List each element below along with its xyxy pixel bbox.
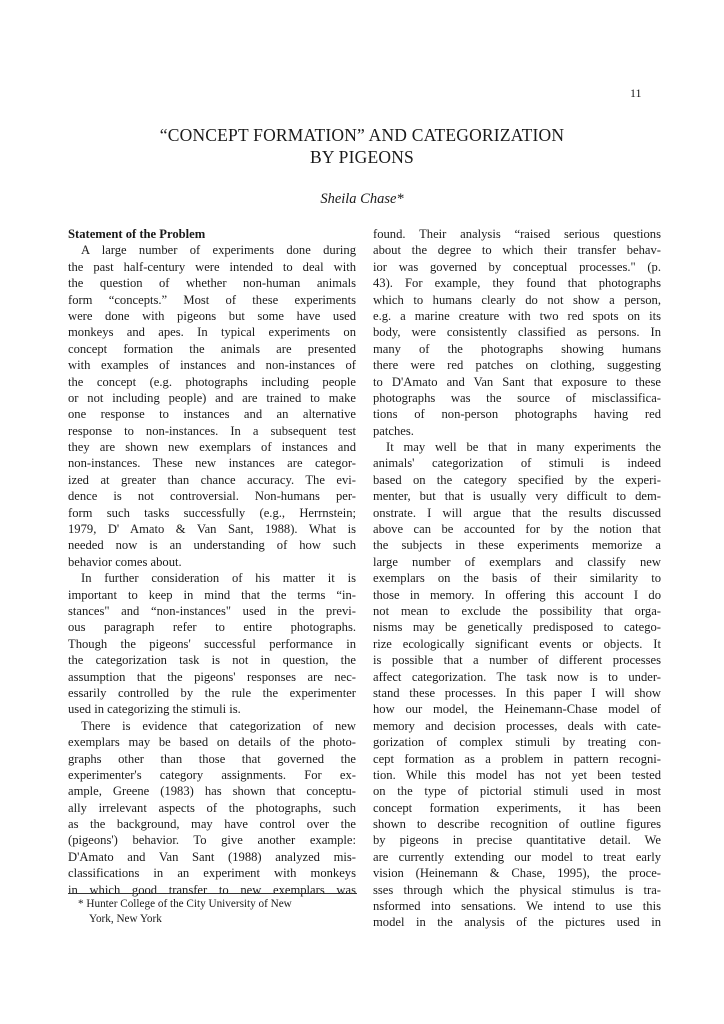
text-line: not mean to exclude the possibility that orga- bbox=[373, 603, 661, 618]
text-line: ally irrelevant aspects of the photographs, such bbox=[68, 800, 356, 815]
text-line: on the type of pictorial stimuli used in most bbox=[373, 784, 661, 799]
footnote-line: York, New York bbox=[89, 913, 162, 925]
text-line: stand these processes. In this paper I will show bbox=[373, 685, 661, 700]
text-line: nsformed into sensations. We intend to use this bbox=[373, 899, 661, 914]
footnote-line: * Hunter College of the City University of New bbox=[78, 898, 292, 910]
text-line: as the background, may have control over the bbox=[68, 817, 356, 832]
text-line: the past half-century were intended to deal with bbox=[68, 259, 356, 274]
text-line: which to humans clearly do not show a person, bbox=[373, 292, 661, 307]
text-line: with examples of instances and non-instances of bbox=[68, 358, 356, 373]
text-line: in which good transfer to new exemplars was bbox=[68, 882, 356, 897]
text-line: experimenter's category assignments. For ex- bbox=[68, 767, 356, 782]
text-line: form “concepts.” Most of these experiments bbox=[68, 292, 356, 307]
text-line: response to non-instances. In a subsequent test bbox=[68, 423, 356, 438]
text-line: behavior comes about. bbox=[68, 554, 182, 569]
text-line: ous paragraph refer to entire photographs. bbox=[68, 620, 356, 635]
text-line: there were red patches on clothing, suggesting bbox=[373, 358, 661, 373]
author-name: Sheila Chase* bbox=[320, 191, 404, 207]
text-line: It may well be that in many experiments the bbox=[386, 440, 661, 455]
text-line: classifications in an experiment with monkeys bbox=[68, 866, 356, 881]
footnote bbox=[78, 897, 357, 927]
text-line: 1979, D' Amato & Van Sant, 1988). What is bbox=[68, 522, 356, 537]
left-column-body bbox=[68, 242, 356, 898]
text-line: the subjects in these experiments memorize a bbox=[373, 538, 661, 553]
text-line: patches. bbox=[373, 423, 414, 438]
text-line: how our model, the Heinemann-Chase model of bbox=[373, 702, 661, 717]
page-number: 11 bbox=[630, 86, 642, 100]
footnote-divider bbox=[68, 893, 357, 894]
text-line: There is evidence that categorization of new bbox=[81, 718, 356, 733]
text-line: or not including people) and are trained to make bbox=[68, 390, 356, 405]
text-line: above can be accounted for by the notion that bbox=[373, 522, 661, 537]
right-column-body bbox=[373, 226, 661, 931]
text-line: concept formation experiments, it has been bbox=[373, 800, 661, 815]
text-line: body, were consistently classified as persons. In bbox=[373, 325, 661, 340]
text-line: tion. While this model has not yet been tested bbox=[373, 767, 661, 782]
text-line: memory and decision processes, deals with cate- bbox=[373, 718, 661, 733]
text-line: assumption that the pigeons' responses are nec- bbox=[68, 669, 356, 684]
text-line: essarily controlled by the rule the experimenter bbox=[68, 685, 356, 700]
text-line: dence is not controversial. Non-humans per- bbox=[68, 489, 356, 504]
text-line: vision (Heinemann & Chase, 1995), the proce- bbox=[373, 866, 661, 881]
text-line: concept formation the animals are presented bbox=[68, 341, 356, 356]
text-line: form such tasks successfully (e.g., Herrnstein; bbox=[68, 505, 356, 520]
text-line: used in categorizing the stimuli is. bbox=[68, 702, 241, 717]
text-line: non-instances. These new instances are categor- bbox=[68, 456, 356, 471]
text-line: e.g. a marine creature with two red spots on its bbox=[373, 308, 661, 323]
text-line: about the degree to which their transfer behav- bbox=[373, 243, 661, 258]
text-line: rize ecologically significant events or objects. It bbox=[373, 636, 661, 651]
text-line: were done with pigeons but some have used bbox=[68, 308, 356, 323]
text-line: tions of non-person photographs having red bbox=[373, 407, 661, 422]
text-line: cept formation as a problem in pattern recogni- bbox=[373, 751, 661, 766]
text-line: ized at greater than chance accuracy. The evi- bbox=[68, 472, 356, 487]
title-line-2: BY PIGEONS bbox=[310, 147, 414, 167]
text-line: monkeys and apes. In typical experiments on bbox=[68, 325, 356, 340]
text-line: gorization of complex stimuli by treating con- bbox=[373, 735, 661, 750]
text-line: is possible that a number of different processes bbox=[373, 653, 661, 668]
text-line: onstrate. I will argue that the results discussed bbox=[373, 505, 661, 520]
text-line: shown to describe recognition of outline figures bbox=[373, 817, 661, 832]
text-line: 43). For example, they found that photographs bbox=[373, 276, 661, 291]
section-heading: Statement of the Problem bbox=[68, 227, 206, 241]
text-line: A large number of experiments done during bbox=[81, 243, 356, 258]
text-line: important to keep in mind that the terms “in- bbox=[68, 587, 356, 602]
text-line: to D'Amato and Van Sant that exposure to these bbox=[373, 374, 661, 389]
paper-title bbox=[0, 124, 724, 168]
text-line: found. Their analysis “raised serious questions bbox=[373, 227, 661, 241]
text-line: one response to instances and an alternative bbox=[68, 407, 356, 422]
text-line: the question of whether non-human animals bbox=[68, 276, 356, 291]
text-line: the concept (e.g. photographs including people bbox=[68, 374, 356, 389]
text-line: nisms may be genetically predisposed to catego- bbox=[373, 620, 661, 635]
right-column bbox=[373, 226, 661, 931]
text-line: Though the pigeons' successful performance in bbox=[68, 636, 356, 651]
text-line: those in memory. In offering this account I do bbox=[373, 587, 661, 602]
text-line: the categorization task is not in question, the bbox=[68, 653, 356, 668]
text-line: graphs other than those that governed the bbox=[68, 751, 356, 766]
text-line: many of the photographs showing humans bbox=[373, 341, 661, 356]
text-line: D'Amato and Van Sant (1988) analyzed mis- bbox=[68, 849, 356, 864]
text-line: photographs was the source of misclassifica- bbox=[373, 390, 661, 405]
text-line: (pigeons') behavior. To give another example: bbox=[68, 833, 356, 848]
text-line: needed now is an understanding of how such bbox=[68, 538, 356, 553]
text-line: sses through which the physical stimulus is tra- bbox=[373, 882, 661, 897]
left-column bbox=[68, 226, 356, 898]
text-line: based on the category specified by the experi- bbox=[373, 472, 661, 487]
text-line: affect categorization. The task now is to under- bbox=[373, 669, 661, 684]
text-line: menter, but that is usually very difficult to dem- bbox=[373, 489, 661, 504]
text-line: exemplars on the basis of their similarity to bbox=[373, 571, 661, 586]
text-line: exemplars may be based on details of the photo- bbox=[68, 735, 356, 750]
text-line: In further consideration of his matter it is bbox=[81, 571, 356, 586]
text-line: are currently extending our model to treat early bbox=[373, 849, 661, 864]
text-line: animals' categorization of stimuli is indeed bbox=[373, 456, 661, 471]
text-line: ample, Greene (1983) has shown that conceptu- bbox=[68, 784, 356, 799]
text-line: large number of exemplars and classify new bbox=[373, 554, 661, 569]
text-line: stances" and “non-instances" used in the previ- bbox=[68, 603, 356, 618]
text-line: they are shown new exemplars of instances and bbox=[68, 440, 356, 455]
text-line: ior was governed by conceptual processes." (p. bbox=[373, 259, 661, 274]
text-line: model in the analysis of the pictures used in bbox=[373, 915, 661, 930]
title-line-1: “CONCEPT FORMATION” AND CATEGORIZATION bbox=[159, 125, 565, 145]
text-line: by pigeons in precise quantitative detail. We bbox=[373, 833, 661, 848]
